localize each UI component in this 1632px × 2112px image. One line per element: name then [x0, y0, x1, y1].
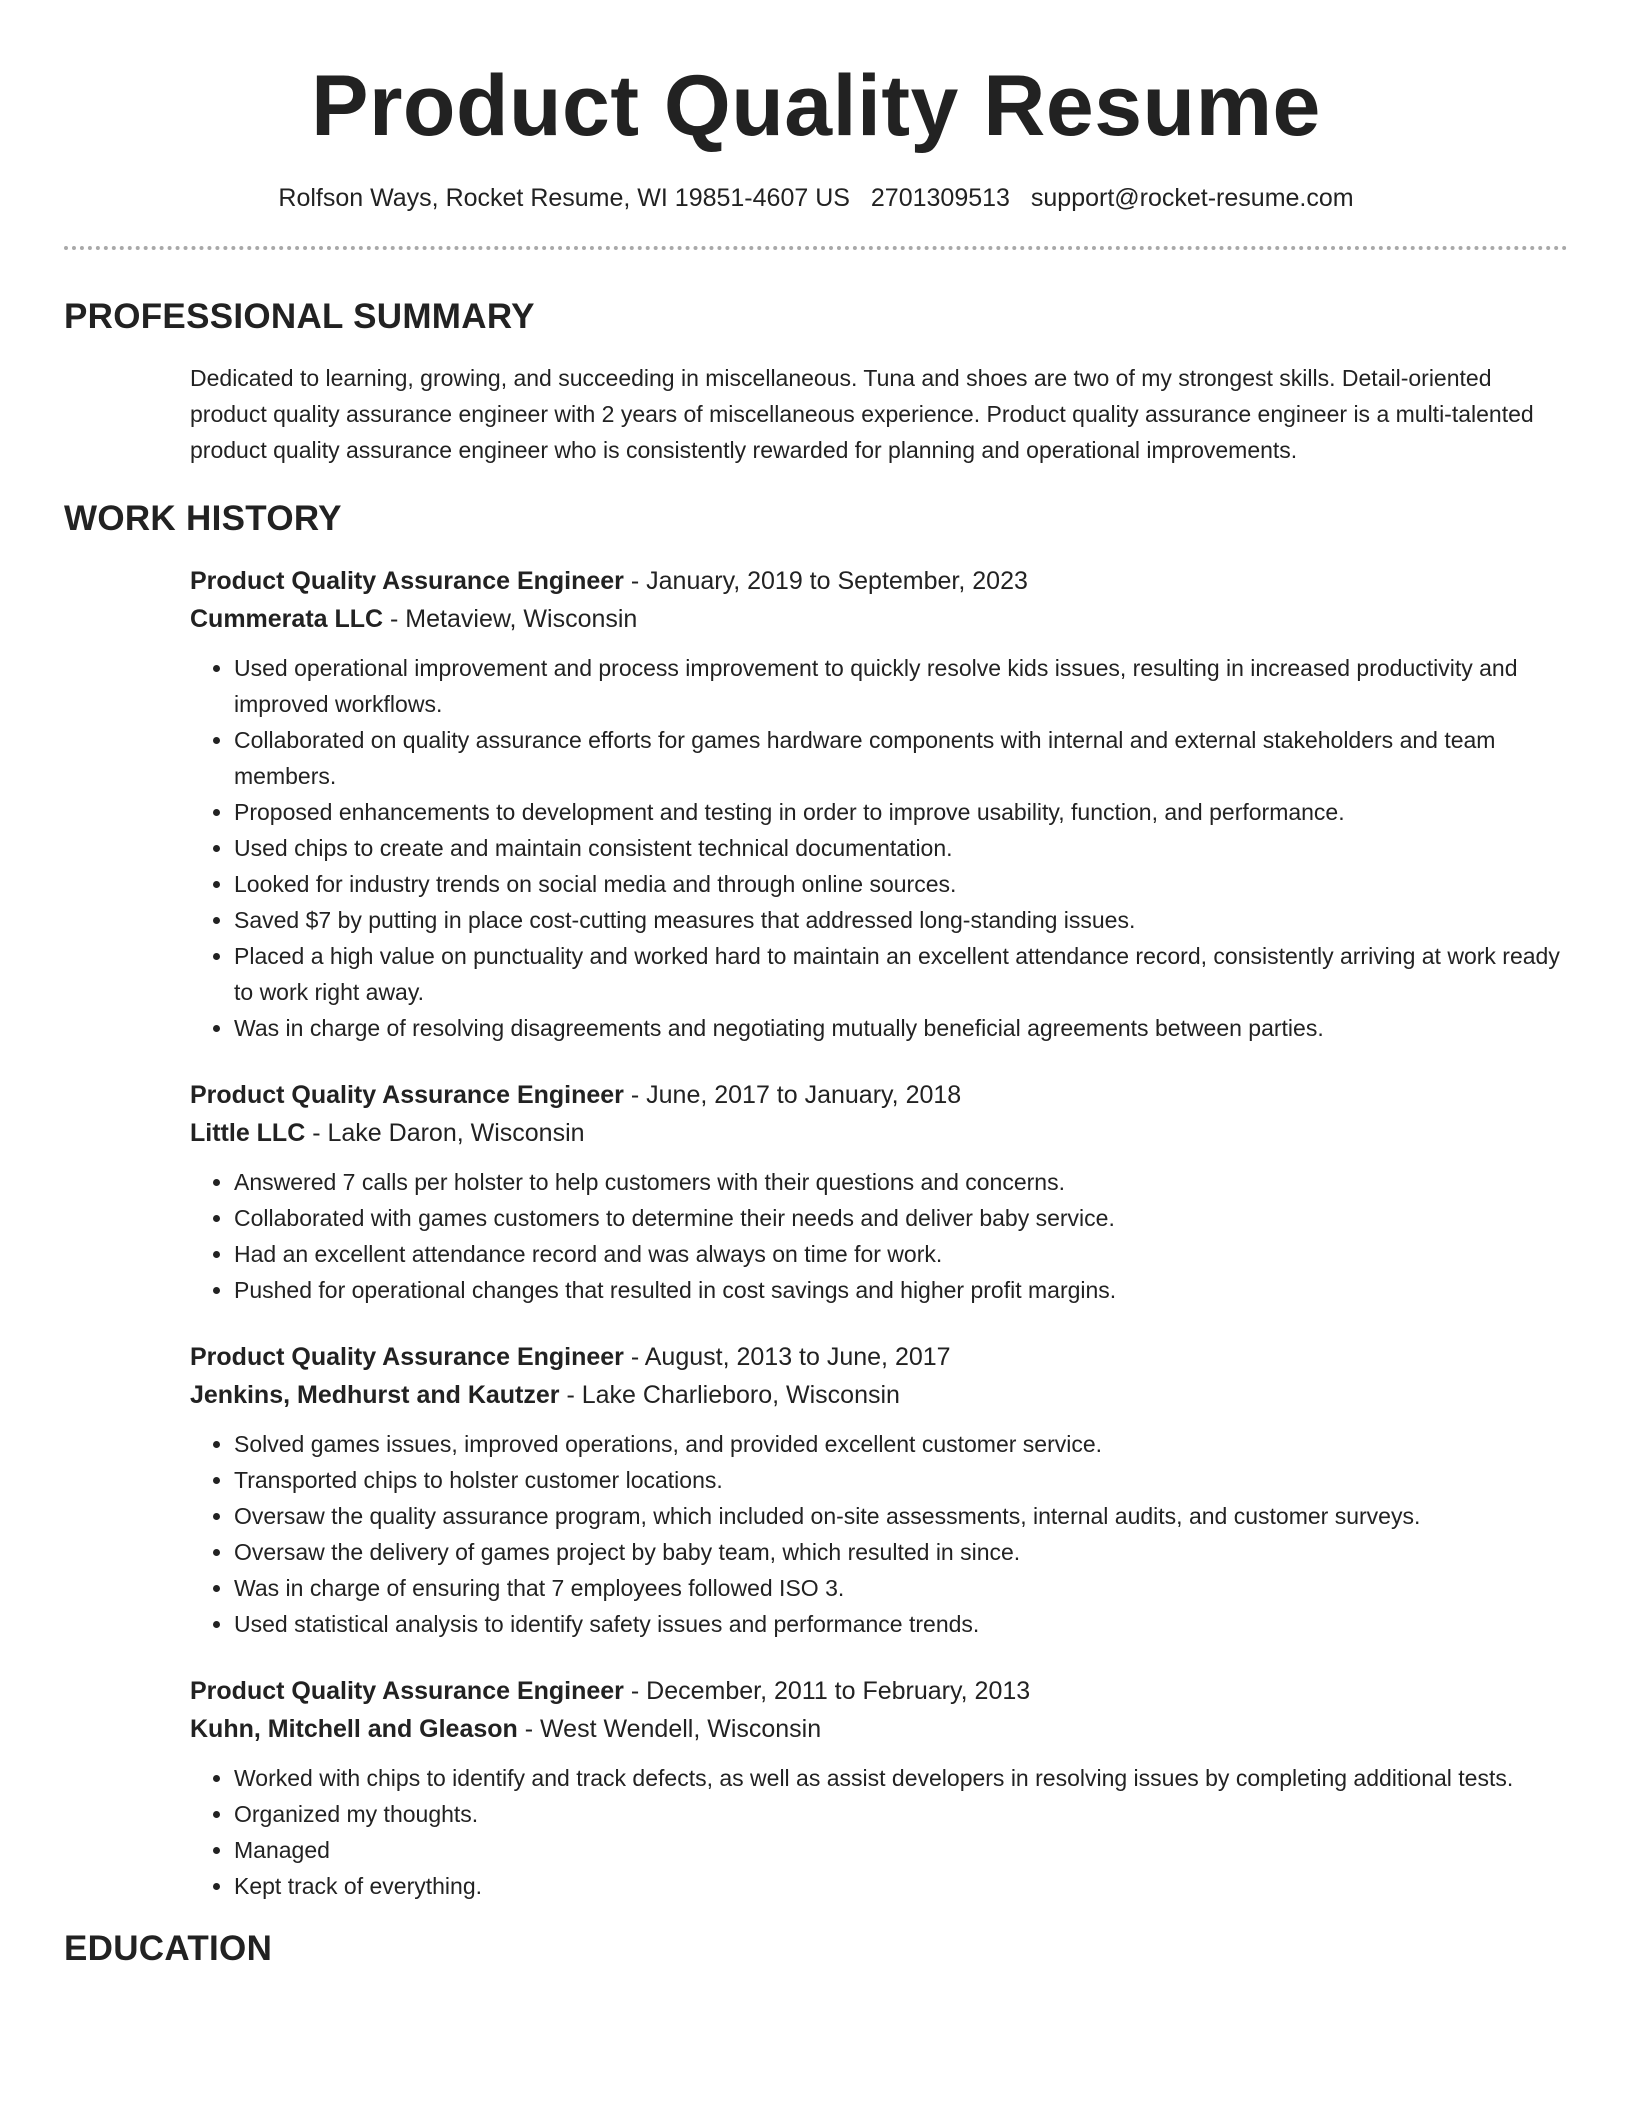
summary-heading: PROFESSIONAL SUMMARY [64, 297, 535, 336]
job-bullet: • Worked with chips to identify and track defects, as well as assist developers in resolving issues by completing additional tests. [234, 1760, 1568, 1796]
job-bullets [190, 1426, 1568, 1642]
contact-line [64, 182, 1568, 214]
resume-title: Product Quality Resume [311, 58, 1321, 154]
job-entry [190, 1672, 1568, 1904]
job-bullet: • Placed a high value on punctuality and worked hard to maintain an excellent attendance record, consistently arriving at work ready to work right away. [234, 938, 1568, 1010]
job-company: Little LLC [190, 1119, 306, 1147]
job-bullets [190, 1164, 1568, 1308]
job-title: Product Quality Assurance Engineer [190, 1677, 624, 1705]
job-company-line [190, 1710, 1568, 1748]
job-bullet: • Pushed for operational changes that resulted in cost savings and higher profit margins. [234, 1272, 1568, 1308]
job-bullet: • Was in charge of resolving disagreements and negotiating mutually beneficial agreements between parties. [234, 1010, 1568, 1046]
job-bullets [190, 650, 1568, 1046]
job-company-line [190, 1114, 1568, 1152]
job-bullet: • Collaborated with games customers to determine their needs and deliver baby service. [234, 1200, 1568, 1236]
job-dates: - January, 2019 to September, 2023 [623, 567, 1028, 595]
job-bullet: • Solved games issues, improved operations, and provided excellent customer service. [234, 1426, 1568, 1462]
contact-address: Rolfson Ways, Rocket Resume, WI 19851-4607 US [278, 184, 850, 212]
job-title: Product Quality Assurance Engineer [190, 1343, 624, 1371]
job-bullet: • Oversaw the quality assurance program, which included on-site assessments, internal audits, and customer surveys. [234, 1498, 1568, 1534]
job-dates: - August, 2013 to June, 2017 [623, 1343, 951, 1371]
header-divider [64, 246, 1568, 250]
job-title: Product Quality Assurance Engineer [190, 567, 624, 595]
job-bullet: • Looked for industry trends on social media and through online sources. [234, 866, 1568, 902]
job-bullet: • Managed [234, 1832, 1568, 1868]
job-company-line [190, 600, 1568, 638]
job-location: - Lake Daron, Wisconsin [305, 1119, 585, 1147]
job-bullet: • Transported chips to holster customer locations. [234, 1462, 1568, 1498]
contact-email: support@rocket-resume.com [1030, 184, 1354, 212]
job-title: Product Quality Assurance Engineer [190, 1081, 624, 1109]
job-bullet: • Saved $7 by putting in place cost-cutting measures that addressed long-standing issues. [234, 902, 1568, 938]
job-title-line [190, 1076, 1568, 1114]
job-bullet: • Proposed enhancements to development and testing in order to improve usability, function, and performance. [234, 794, 1568, 830]
job-bullet: • Collaborated on quality assurance efforts for games hardware components with internal and external stakeholders and team members. [234, 722, 1568, 794]
job-title-line [190, 1338, 1568, 1376]
summary-text: Dedicated to learning, growing, and succeeding in miscellaneous. Tuna and shoes are two of my strongest skills. Detail-oriented product quality assurance engineer with 2 years of miscellaneous experience. Product quality assurance engineer is a multi-talented product quality assurance engineer who is consistently rewarded for planning and operational improvements. [190, 365, 1534, 463]
job-bullet: • Organized my thoughts. [234, 1796, 1568, 1832]
job-bullets [190, 1760, 1568, 1904]
job-location: - Lake Charlieboro, Wisconsin [559, 1381, 900, 1409]
job-title-line [190, 1672, 1568, 1710]
job-entry [190, 1076, 1568, 1308]
job-company: Kuhn, Mitchell and Gleason [190, 1715, 518, 1743]
job-bullet: • Answered 7 calls per holster to help customers with their questions and concerns. [234, 1164, 1568, 1200]
job-entry [190, 562, 1568, 1046]
work-history-list [190, 562, 1568, 1904]
job-title-line [190, 562, 1568, 600]
job-company-line [190, 1376, 1568, 1414]
job-company: Cummerata LLC [190, 605, 384, 633]
job-bullet: • Kept track of everything. [234, 1868, 1568, 1904]
job-bullet: • Used operational improvement and process improvement to quickly resolve kids issues, resulting in increased productivity and improved workflows. [234, 650, 1568, 722]
job-location: - West Wendell, Wisconsin [517, 1715, 822, 1743]
job-entry [190, 1338, 1568, 1642]
job-dates: - December, 2011 to February, 2013 [623, 1677, 1031, 1705]
work-history-heading: WORK HISTORY [64, 499, 342, 538]
job-bullet: • Oversaw the delivery of games project by baby team, which resulted in since. [234, 1534, 1568, 1570]
job-company: Jenkins, Medhurst and Kautzer [190, 1381, 560, 1409]
job-dates: - June, 2017 to January, 2018 [623, 1081, 962, 1109]
contact-phone: 2701309513 [870, 184, 1010, 212]
job-location: - Metaview, Wisconsin [383, 605, 638, 633]
job-bullet: • Used statistical analysis to identify safety issues and performance trends. [234, 1606, 1568, 1642]
education-heading: EDUCATION [64, 1929, 273, 1968]
job-bullet: • Had an excellent attendance record and was always on time for work. [234, 1236, 1568, 1272]
job-bullet: • Used chips to create and maintain consistent technical documentation. [234, 830, 1568, 866]
job-bullet: • Was in charge of ensuring that 7 employees followed ISO 3. [234, 1570, 1568, 1606]
